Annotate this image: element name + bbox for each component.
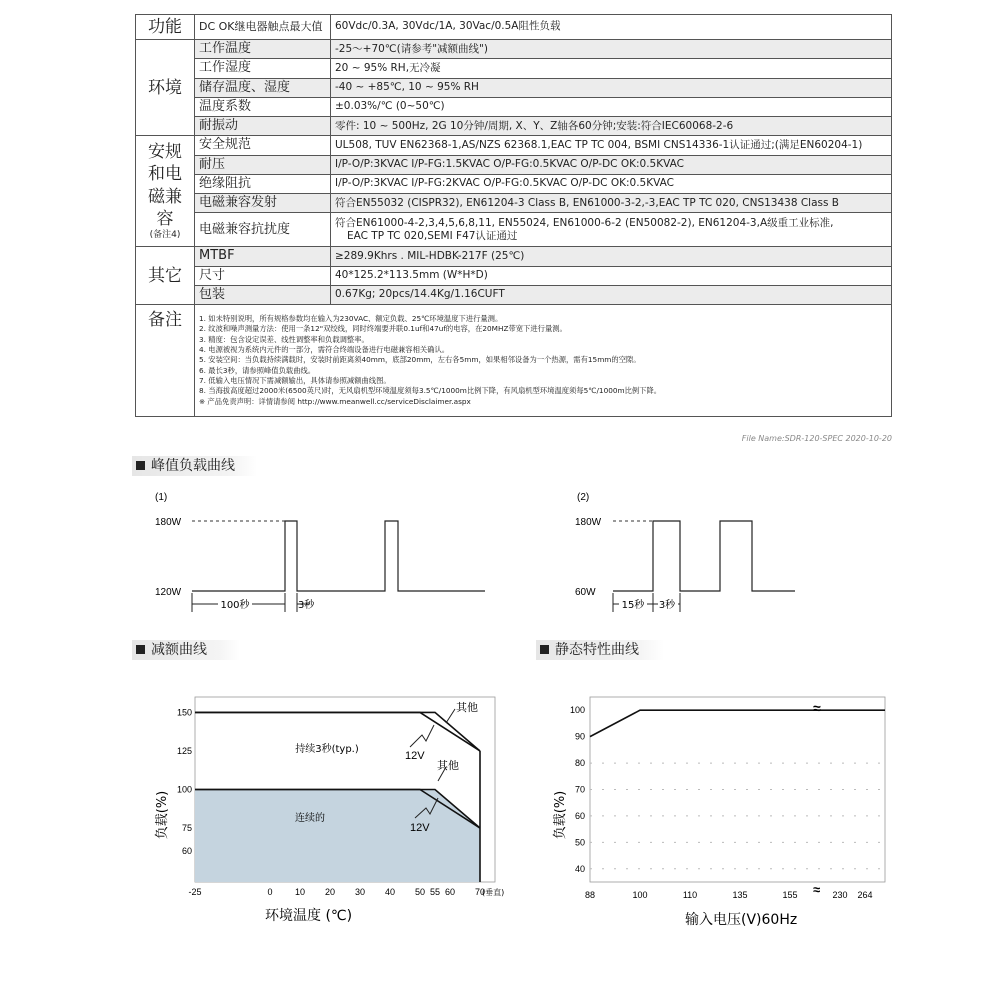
x-tick-label: -25 <box>188 887 202 897</box>
spec-item: 温度系数 <box>195 97 331 116</box>
spec-value: -25～+70℃(请参考"减额曲线") <box>331 40 892 59</box>
spec-item: 耐振动 <box>195 117 331 136</box>
category-other: 其它 <box>136 247 195 305</box>
y-axis-label: 负载(%) <box>155 790 170 840</box>
note-line: 8. 当海拔高度超过2000米(6500英尺)时，无风扇机型环境温度须每3.5℃/1000m比例下降，有风扇机型环境温度须每5℃/1000m比例下降。 <box>199 386 662 396</box>
category-label: 安规和电磁兼容 <box>148 142 182 229</box>
note-line: 6. 最长3秒，请参照峰值负载曲线。 <box>199 365 316 375</box>
note-line: 2. 纹波和噪声测量方法：使用一条12"双绞线，同时终端要并联0.1uf和47uf的电容，在20MHZ带宽下进行量测。 <box>199 324 567 334</box>
section-title-text: 峰值负载曲线 <box>151 458 235 474</box>
x-tick-label: 88 <box>584 890 596 900</box>
duration-label: 15秒 <box>621 600 645 611</box>
diagram-label: (1) <box>155 492 168 503</box>
spec-item: 电磁兼容发射 <box>195 194 331 213</box>
spec-item: 工作湿度 <box>195 59 331 78</box>
note-line: 1. 如未特别说明，所有规格参数均在输入为230VAC、额定负载、25℃环境温度下进行量测。 <box>199 313 503 323</box>
category-environment: 环境 <box>136 40 195 136</box>
spec-item: 工作温度 <box>195 40 331 59</box>
x-tick-label: 55 <box>429 887 441 897</box>
x-axis-suffix: (垂直) <box>482 888 505 897</box>
spec-value: 符合EN55032 (CISPR32), EN61204-3 Class B, EN61000-3-2,-3,EAC TP TC 020, CNS13438 Class B <box>331 194 892 213</box>
note-line: 4. 电源被视为系统内元件的一部分，需符合终端设备进行电磁兼容相关确认。 <box>199 345 450 355</box>
spec-value: 60Vdc/0.3A, 30Vdc/1A, 30Vac/0.5A阻性负载 <box>331 15 892 40</box>
dashed-grid <box>590 763 885 869</box>
spec-value: 40*125.2*113.5mm (W*H*D) <box>331 266 892 285</box>
spec-value <box>331 213 892 247</box>
file-name: File Name:SDR-120-SPEC 2020-10-20 <box>741 434 892 443</box>
spec-value-line: EAC TP TC 020,SEMI F47认证通过 <box>347 229 518 242</box>
spec-value: ≥289.9Khrs . MIL-HDBK-217F (25℃) <box>331 247 892 266</box>
section-title-peak <box>132 456 257 476</box>
waveform-line <box>613 521 795 591</box>
square-bullet-icon <box>540 645 549 654</box>
axis-break-icon: ≈ <box>813 700 821 716</box>
x-tick-label: 10 <box>294 887 306 897</box>
note-line: 5. 安装空间：当负载持续满载时，安装时前距离须40mm，底部20mm，左右各5mm，如果相邻设备为一个热源，需有15mm的空隙。 <box>199 355 641 365</box>
duration-label: 3秒 <box>658 600 676 611</box>
spec-value: 零件: 10 ~ 500Hz, 2G 10分钟/周期, X、Y、Z轴各60分钟;安装:符合IEC60068-2-6 <box>331 117 892 136</box>
duration-label: 3秒 <box>298 600 315 611</box>
x-tick-label: 100 <box>632 890 648 900</box>
square-bullet-icon <box>136 461 145 470</box>
annotation-continuous: 连续的 <box>295 813 325 824</box>
x-tick-label: 230 <box>832 890 848 900</box>
low-level-label: 120W <box>155 587 182 598</box>
annotation-other: 其他 <box>437 759 459 772</box>
category-function: 功能 <box>136 15 195 40</box>
y-tick-label: 50 <box>574 837 585 848</box>
spec-value: 20 ~ 95% RH,无冷凝 <box>331 59 892 78</box>
note-line: ※ 产品免责声明：详情请参阅 http://www.meanwell.cc/serviceDisclaimer.aspx <box>199 396 471 406</box>
x-tick-label: 155 <box>782 890 798 900</box>
y-tick-label: 80 <box>574 758 585 769</box>
y-tick-label: 75 <box>181 823 192 834</box>
spec-item: 尺寸 <box>195 266 331 285</box>
x-tick-label: 70 <box>474 887 486 897</box>
series-lines <box>590 710 885 736</box>
high-level-label: 180W <box>575 517 602 528</box>
static-chart <box>540 665 900 940</box>
spec-value: I/P-O/P:3KVAC I/P-FG:1.5KVAC O/P-FG:0.5KVAC O/P-DC OK:0.5KVAC <box>331 155 892 174</box>
x-tick-label: 0 <box>267 887 273 897</box>
plot-frame <box>590 697 885 882</box>
spec-value: -40 ~ +85℃, 10 ~ 95% RH <box>331 78 892 97</box>
notes-cell <box>195 305 892 417</box>
x-tick-labels <box>188 887 485 897</box>
derating-chart <box>130 665 510 940</box>
spec-item: 电磁兼容抗扰度 <box>195 213 331 247</box>
spec-item: 耐压 <box>195 155 331 174</box>
spec-item: MTBF <box>195 247 331 266</box>
x-tick-label: 30 <box>354 887 366 897</box>
series-line <box>590 710 885 736</box>
spec-value: UL508, TUV EN62368-1,AS/NZS 62368.1,EAC TP TC 004, BSMI CNS14336-1认证通过;(满足EN60204-1) <box>331 136 892 155</box>
annotation-peak: 持续3秒(typ.) <box>295 744 359 755</box>
continuous-area <box>195 790 480 883</box>
waveform-line <box>192 521 485 591</box>
annotation-12v: 12V <box>405 750 425 762</box>
x-axis-label: 输入电压(V)60Hz <box>685 912 798 928</box>
category-safety-emc <box>136 136 195 247</box>
category-remarks: 备注 <box>136 305 195 417</box>
y-tick-label: 90 <box>574 731 585 742</box>
spec-item: 安全规范 <box>195 136 331 155</box>
note-line: 7. 低输入电压情况下需减额输出，具体请参照减额曲线图。 <box>199 376 391 386</box>
category-note: (备注4) <box>149 229 181 240</box>
y-tick-label: 100 <box>176 784 192 795</box>
pointer-line <box>446 709 455 723</box>
section-title-derating <box>132 640 240 660</box>
x-axis-label: 环境温度 (℃) <box>265 908 353 924</box>
x-tick-label: 60 <box>444 887 456 897</box>
y-tick-label: 40 <box>574 863 585 874</box>
spec-item: 绝缘阻抗 <box>195 174 331 193</box>
y-tick-labels <box>570 705 585 874</box>
x-tick-label: 135 <box>732 890 748 900</box>
y-tick-label: 125 <box>176 745 192 756</box>
spec-value: I/P-O/P:3KVAC I/P-FG:2KVAC O/P-FG:0.5KVAC O/P-DC OK:0.5KVAC <box>331 174 892 193</box>
spec-value: 0.67Kg; 20pcs/14.4Kg/1.16CUFT <box>331 285 892 304</box>
note-line: 3. 精度：包含设定误差、线性调整率和负载调整率。 <box>199 334 369 344</box>
spec-value-line: 符合EN61000-4-2,3,4,5,6,8,11, EN55024, EN61000-6-2 (EN50082-2), EN61204-3,A级重工业标准, <box>335 216 834 229</box>
spec-item: 储存温度、湿度 <box>195 78 331 97</box>
spec-table <box>135 14 892 417</box>
spec-item: DC OK继电器触点最大值 <box>195 15 331 40</box>
diagram-label: (2) <box>577 492 590 503</box>
peak-load-diagram-1 <box>140 485 500 620</box>
x-tick-label: 50 <box>414 887 426 897</box>
annotation-12v: 12V <box>410 822 430 834</box>
section-title-static <box>536 640 664 660</box>
axis-break-icon: ≈ <box>813 882 821 897</box>
low-level-label: 60W <box>575 587 596 598</box>
x-tick-label: 110 <box>682 890 698 900</box>
annotation-other: 其他 <box>456 701 478 714</box>
pointer-line <box>410 725 434 747</box>
y-tick-label: 60 <box>181 846 192 857</box>
duration-label: 100秒 <box>220 600 250 611</box>
spec-item: 包装 <box>195 285 331 304</box>
y-tick-labels <box>177 707 192 856</box>
peak-load-diagram-2 <box>560 485 810 620</box>
y-tick-label: 100 <box>569 705 585 716</box>
x-tick-labels <box>585 890 873 900</box>
section-title-text: 减额曲线 <box>151 642 207 658</box>
y-tick-label: 70 <box>574 784 585 795</box>
y-tick-label: 60 <box>574 810 585 821</box>
y-tick-label: 150 <box>176 707 192 718</box>
y-axis-label: 负载(%) <box>553 790 568 840</box>
square-bullet-icon <box>136 645 145 654</box>
x-tick-label: 264 <box>857 890 873 900</box>
spec-value: ±0.03%/℃ (0~50℃) <box>331 97 892 116</box>
x-tick-label: 40 <box>384 887 396 897</box>
section-title-text: 静态特性曲线 <box>555 642 639 658</box>
x-tick-label: 20 <box>324 887 336 897</box>
high-level-label: 180W <box>155 517 182 528</box>
